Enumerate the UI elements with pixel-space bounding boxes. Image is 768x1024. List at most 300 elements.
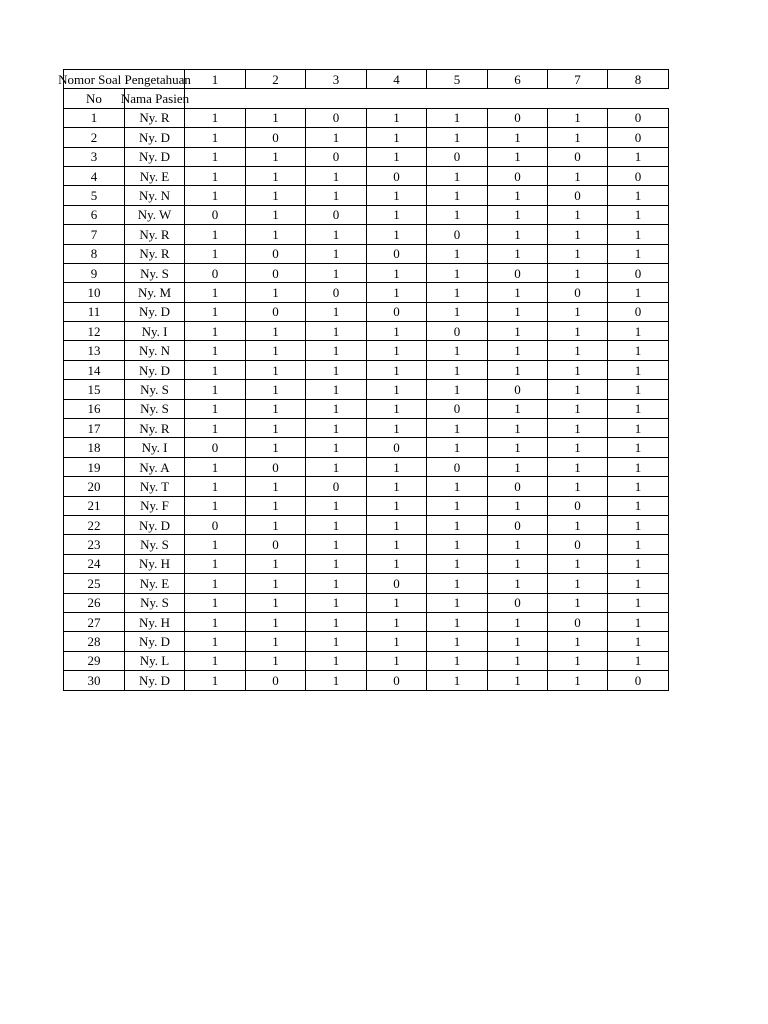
- patient-name-cell[interactable]: Ny. D: [125, 360, 185, 379]
- row-number-cell[interactable]: 6: [64, 205, 125, 224]
- score-cell-q8[interactable]: 1: [608, 651, 669, 670]
- score-cell-q2[interactable]: 1: [246, 438, 306, 457]
- score-cell-q6[interactable]: 0: [488, 477, 548, 496]
- score-cell-q8[interactable]: 1: [608, 554, 669, 573]
- score-cell-q1[interactable]: 0: [185, 205, 246, 224]
- score-cell-q4[interactable]: 1: [367, 205, 427, 224]
- score-cell-q5[interactable]: 1: [427, 632, 488, 651]
- score-cell-q4[interactable]: 1: [367, 263, 427, 282]
- row-number-cell[interactable]: 18: [64, 438, 125, 457]
- score-cell-q8[interactable]: 1: [608, 147, 669, 166]
- score-cell-q4[interactable]: 1: [367, 341, 427, 360]
- score-cell-q2[interactable]: 0: [246, 263, 306, 282]
- score-cell-q6[interactable]: 1: [488, 457, 548, 476]
- score-cell-q1[interactable]: 1: [185, 225, 246, 244]
- score-cell-q4[interactable]: 1: [367, 593, 427, 612]
- score-cell-q3[interactable]: 1: [306, 671, 367, 690]
- row-number-cell[interactable]: 24: [64, 554, 125, 573]
- score-cell-q8[interactable]: 1: [608, 632, 669, 651]
- patient-name-cell[interactable]: Ny. S: [125, 263, 185, 282]
- patient-name-cell[interactable]: Ny. A: [125, 457, 185, 476]
- score-cell-q2[interactable]: 1: [246, 283, 306, 302]
- question-number-cell[interactable]: [608, 70, 669, 89]
- score-cell-q5[interactable]: 0: [427, 457, 488, 476]
- score-cell-q3[interactable]: 1: [306, 322, 367, 341]
- score-cell-q2[interactable]: 1: [246, 612, 306, 631]
- score-cell-q8[interactable]: 0: [608, 166, 669, 185]
- score-cell-q8[interactable]: 1: [608, 515, 669, 534]
- row-number-cell[interactable]: 21: [64, 496, 125, 515]
- score-cell-q8[interactable]: 1: [608, 399, 669, 418]
- score-cell-q5[interactable]: 1: [427, 283, 488, 302]
- score-cell-q4[interactable]: 1: [367, 225, 427, 244]
- score-cell-q5[interactable]: 1: [427, 341, 488, 360]
- score-cell-q2[interactable]: 1: [246, 341, 306, 360]
- score-cell-q4[interactable]: 1: [367, 419, 427, 438]
- score-cell-q4[interactable]: 1: [367, 147, 427, 166]
- score-cell-q1[interactable]: 0: [185, 438, 246, 457]
- score-cell-q6[interactable]: 1: [488, 322, 548, 341]
- score-cell-q3[interactable]: 1: [306, 128, 367, 147]
- score-cell-q7[interactable]: 0: [548, 186, 608, 205]
- score-cell-q3[interactable]: 1: [306, 186, 367, 205]
- score-cell-q6[interactable]: 0: [488, 263, 548, 282]
- score-cell-q3[interactable]: 1: [306, 535, 367, 554]
- row-number-cell[interactable]: 16: [64, 399, 125, 418]
- score-cell-q6[interactable]: 1: [488, 205, 548, 224]
- score-cell-q7[interactable]: 1: [548, 360, 608, 379]
- score-cell-q6[interactable]: 1: [488, 283, 548, 302]
- score-cell-q3[interactable]: 1: [306, 438, 367, 457]
- score-cell-q5[interactable]: 1: [427, 128, 488, 147]
- patient-name-cell[interactable]: Ny. W: [125, 205, 185, 224]
- score-cell-q6[interactable]: 1: [488, 632, 548, 651]
- row-number-cell[interactable]: 26: [64, 593, 125, 612]
- score-cell-q1[interactable]: 1: [185, 535, 246, 554]
- score-cell-q7[interactable]: 1: [548, 632, 608, 651]
- score-cell-q5[interactable]: 1: [427, 515, 488, 534]
- score-cell-q8[interactable]: 1: [608, 477, 669, 496]
- score-cell-q6[interactable]: 1: [488, 535, 548, 554]
- score-cell-q8[interactable]: 0: [608, 263, 669, 282]
- question-number-cell[interactable]: [427, 70, 488, 89]
- score-cell-q2[interactable]: 1: [246, 554, 306, 573]
- patient-name-cell[interactable]: Ny. E: [125, 166, 185, 185]
- score-cell-q7[interactable]: 1: [548, 341, 608, 360]
- score-cell-q3[interactable]: 0: [306, 205, 367, 224]
- score-cell-q6[interactable]: 0: [488, 380, 548, 399]
- score-cell-q3[interactable]: 1: [306, 225, 367, 244]
- score-cell-q4[interactable]: 1: [367, 632, 427, 651]
- question-number-cell[interactable]: [548, 70, 608, 89]
- score-cell-q1[interactable]: 1: [185, 671, 246, 690]
- score-cell-q1[interactable]: 1: [185, 360, 246, 379]
- score-cell-q1[interactable]: 0: [185, 263, 246, 282]
- score-cell-q4[interactable]: 0: [367, 574, 427, 593]
- score-cell-q8[interactable]: 1: [608, 438, 669, 457]
- score-cell-q5[interactable]: 1: [427, 612, 488, 631]
- question-number-cell[interactable]: [367, 70, 427, 89]
- question-number-cell[interactable]: [246, 70, 306, 89]
- score-cell-q5[interactable]: 1: [427, 477, 488, 496]
- score-cell-q5[interactable]: 1: [427, 360, 488, 379]
- row-number-cell[interactable]: 3: [64, 147, 125, 166]
- score-cell-q7[interactable]: 1: [548, 554, 608, 573]
- score-cell-q3[interactable]: 1: [306, 399, 367, 418]
- score-cell-q2[interactable]: 1: [246, 651, 306, 670]
- patient-name-cell[interactable]: Ny. R: [125, 225, 185, 244]
- patient-name-cell[interactable]: Ny. H: [125, 554, 185, 573]
- score-cell-q4[interactable]: 1: [367, 322, 427, 341]
- score-cell-q1[interactable]: 1: [185, 341, 246, 360]
- score-cell-q6[interactable]: 1: [488, 225, 548, 244]
- score-cell-q7[interactable]: 1: [548, 108, 608, 127]
- score-cell-q1[interactable]: 1: [185, 283, 246, 302]
- row-number-cell[interactable]: 22: [64, 515, 125, 534]
- score-cell-q4[interactable]: 1: [367, 612, 427, 631]
- score-cell-q8[interactable]: 1: [608, 322, 669, 341]
- score-cell-q5[interactable]: 1: [427, 166, 488, 185]
- score-cell-q4[interactable]: 1: [367, 283, 427, 302]
- score-cell-q2[interactable]: 1: [246, 380, 306, 399]
- row-number-cell[interactable]: 27: [64, 612, 125, 631]
- score-cell-q1[interactable]: 1: [185, 380, 246, 399]
- score-cell-q6[interactable]: 0: [488, 515, 548, 534]
- row-number-cell[interactable]: 12: [64, 322, 125, 341]
- patient-name-cell[interactable]: Ny. L: [125, 651, 185, 670]
- score-cell-q3[interactable]: 1: [306, 496, 367, 515]
- score-cell-q7[interactable]: 0: [548, 283, 608, 302]
- row-number-cell[interactable]: 23: [64, 535, 125, 554]
- score-cell-q4[interactable]: 1: [367, 651, 427, 670]
- score-cell-q5[interactable]: 0: [427, 399, 488, 418]
- score-cell-q4[interactable]: 1: [367, 128, 427, 147]
- patient-name-cell[interactable]: Ny. R: [125, 419, 185, 438]
- score-cell-q4[interactable]: 1: [367, 477, 427, 496]
- score-cell-q8[interactable]: 1: [608, 244, 669, 263]
- score-cell-q4[interactable]: 1: [367, 360, 427, 379]
- score-cell-q6[interactable]: 1: [488, 419, 548, 438]
- row-number-cell[interactable]: 4: [64, 166, 125, 185]
- score-cell-q8[interactable]: 1: [608, 593, 669, 612]
- score-cell-q2[interactable]: 1: [246, 166, 306, 185]
- patient-name-cell[interactable]: Ny. S: [125, 380, 185, 399]
- score-cell-q2[interactable]: 1: [246, 360, 306, 379]
- score-cell-q1[interactable]: 0: [185, 515, 246, 534]
- score-cell-q6[interactable]: 0: [488, 108, 548, 127]
- score-cell-q1[interactable]: 1: [185, 147, 246, 166]
- score-cell-q7[interactable]: 1: [548, 671, 608, 690]
- patient-name-cell[interactable]: Ny. N: [125, 341, 185, 360]
- row-number-cell[interactable]: 20: [64, 477, 125, 496]
- score-cell-q8[interactable]: 0: [608, 302, 669, 321]
- score-cell-q7[interactable]: 1: [548, 399, 608, 418]
- patient-name-cell[interactable]: Ny. I: [125, 322, 185, 341]
- score-cell-q5[interactable]: 1: [427, 535, 488, 554]
- score-cell-q1[interactable]: 1: [185, 593, 246, 612]
- score-cell-q7[interactable]: 0: [548, 496, 608, 515]
- score-cell-q3[interactable]: 1: [306, 244, 367, 263]
- score-cell-q8[interactable]: 1: [608, 225, 669, 244]
- score-cell-q8[interactable]: 1: [608, 341, 669, 360]
- question-number-cell[interactable]: [185, 70, 246, 89]
- patient-name-cell[interactable]: Ny. D: [125, 671, 185, 690]
- patient-name-cell[interactable]: Ny. H: [125, 612, 185, 631]
- patient-name-cell[interactable]: Ny. E: [125, 574, 185, 593]
- score-cell-q8[interactable]: 1: [608, 612, 669, 631]
- row-number-cell[interactable]: 1: [64, 108, 125, 127]
- score-cell-q5[interactable]: 1: [427, 108, 488, 127]
- score-cell-q5[interactable]: 0: [427, 322, 488, 341]
- score-cell-q1[interactable]: 1: [185, 554, 246, 573]
- score-cell-q3[interactable]: 0: [306, 283, 367, 302]
- score-cell-q2[interactable]: 0: [246, 535, 306, 554]
- score-cell-q2[interactable]: 0: [246, 128, 306, 147]
- row-number-cell[interactable]: 25: [64, 574, 125, 593]
- score-cell-q4[interactable]: 0: [367, 244, 427, 263]
- score-cell-q8[interactable]: 1: [608, 360, 669, 379]
- score-cell-q8[interactable]: 1: [608, 419, 669, 438]
- score-cell-q5[interactable]: 1: [427, 496, 488, 515]
- score-cell-q7[interactable]: 1: [548, 457, 608, 476]
- score-cell-q2[interactable]: 1: [246, 574, 306, 593]
- score-cell-q3[interactable]: 1: [306, 612, 367, 631]
- row-number-cell[interactable]: 15: [64, 380, 125, 399]
- score-cell-q8[interactable]: 1: [608, 535, 669, 554]
- score-cell-q2[interactable]: 0: [246, 457, 306, 476]
- score-cell-q4[interactable]: 0: [367, 438, 427, 457]
- score-cell-q6[interactable]: 1: [488, 302, 548, 321]
- score-cell-q5[interactable]: 1: [427, 438, 488, 457]
- row-number-cell[interactable]: 28: [64, 632, 125, 651]
- score-cell-q2[interactable]: 1: [246, 632, 306, 651]
- row-number-cell[interactable]: 17: [64, 419, 125, 438]
- row-number-cell[interactable]: 5: [64, 186, 125, 205]
- score-cell-q7[interactable]: 1: [548, 128, 608, 147]
- score-cell-q4[interactable]: 1: [367, 554, 427, 573]
- score-cell-q1[interactable]: 1: [185, 322, 246, 341]
- score-cell-q3[interactable]: 1: [306, 360, 367, 379]
- score-cell-q6[interactable]: 0: [488, 166, 548, 185]
- patient-name-cell[interactable]: Ny. R: [125, 244, 185, 263]
- score-cell-q6[interactable]: 1: [488, 244, 548, 263]
- score-cell-q7[interactable]: 1: [548, 244, 608, 263]
- score-cell-q2[interactable]: 1: [246, 477, 306, 496]
- patient-name-cell[interactable]: Ny. D: [125, 632, 185, 651]
- score-cell-q7[interactable]: 0: [548, 535, 608, 554]
- score-cell-q7[interactable]: 1: [548, 593, 608, 612]
- question-number-cell[interactable]: [488, 70, 548, 89]
- score-cell-q3[interactable]: 1: [306, 515, 367, 534]
- score-cell-q8[interactable]: 0: [608, 128, 669, 147]
- score-cell-q7[interactable]: 1: [548, 263, 608, 282]
- score-cell-q7[interactable]: 1: [548, 419, 608, 438]
- score-cell-q7[interactable]: 1: [548, 205, 608, 224]
- score-cell-q2[interactable]: 1: [246, 186, 306, 205]
- score-cell-q3[interactable]: 1: [306, 457, 367, 476]
- score-cell-q7[interactable]: 1: [548, 515, 608, 534]
- score-cell-q3[interactable]: 1: [306, 574, 367, 593]
- score-cell-q5[interactable]: 1: [427, 671, 488, 690]
- score-cell-q7[interactable]: 1: [548, 302, 608, 321]
- row-number-cell[interactable]: 11: [64, 302, 125, 321]
- score-cell-q8[interactable]: 0: [608, 671, 669, 690]
- score-cell-q8[interactable]: 1: [608, 283, 669, 302]
- score-cell-q6[interactable]: 1: [488, 651, 548, 670]
- row-number-cell[interactable]: 8: [64, 244, 125, 263]
- score-cell-q5[interactable]: 1: [427, 186, 488, 205]
- score-cell-q2[interactable]: 1: [246, 399, 306, 418]
- score-cell-q7[interactable]: 1: [548, 322, 608, 341]
- patient-name-cell[interactable]: Ny. D: [125, 515, 185, 534]
- score-cell-q3[interactable]: 1: [306, 593, 367, 612]
- score-cell-q3[interactable]: 0: [306, 477, 367, 496]
- patient-name-cell[interactable]: Ny. D: [125, 147, 185, 166]
- score-cell-q8[interactable]: 0: [608, 108, 669, 127]
- score-cell-q7[interactable]: 1: [548, 574, 608, 593]
- score-cell-q4[interactable]: 0: [367, 166, 427, 185]
- score-cell-q1[interactable]: 1: [185, 186, 246, 205]
- patient-name-cell[interactable]: Ny. N: [125, 186, 185, 205]
- no-header-cell[interactable]: [64, 89, 125, 108]
- score-cell-q1[interactable]: 1: [185, 128, 246, 147]
- score-cell-q5[interactable]: 0: [427, 225, 488, 244]
- question-number-header-cell[interactable]: [58, 70, 191, 89]
- score-cell-q1[interactable]: 1: [185, 477, 246, 496]
- score-cell-q1[interactable]: 1: [185, 651, 246, 670]
- score-cell-q1[interactable]: 1: [185, 419, 246, 438]
- score-cell-q5[interactable]: 0: [427, 147, 488, 166]
- score-cell-q7[interactable]: 1: [548, 380, 608, 399]
- score-cell-q8[interactable]: 1: [608, 457, 669, 476]
- patient-name-cell[interactable]: Ny. S: [125, 593, 185, 612]
- score-cell-q3[interactable]: 1: [306, 341, 367, 360]
- score-cell-q6[interactable]: 1: [488, 128, 548, 147]
- score-cell-q1[interactable]: 1: [185, 457, 246, 476]
- patient-name-cell[interactable]: Ny. S: [125, 399, 185, 418]
- score-cell-q6[interactable]: 1: [488, 360, 548, 379]
- score-cell-q2[interactable]: 0: [246, 671, 306, 690]
- score-cell-q2[interactable]: 0: [246, 244, 306, 263]
- score-cell-q5[interactable]: 1: [427, 593, 488, 612]
- row-number-cell[interactable]: 29: [64, 651, 125, 670]
- row-number-cell[interactable]: 30: [64, 671, 125, 690]
- score-cell-q3[interactable]: 1: [306, 263, 367, 282]
- score-cell-q2[interactable]: 1: [246, 515, 306, 534]
- patient-name-cell[interactable]: Ny. D: [125, 302, 185, 321]
- score-cell-q1[interactable]: 1: [185, 108, 246, 127]
- score-cell-q7[interactable]: 1: [548, 477, 608, 496]
- score-cell-q7[interactable]: 0: [548, 147, 608, 166]
- score-cell-q1[interactable]: 1: [185, 632, 246, 651]
- score-cell-q5[interactable]: 1: [427, 380, 488, 399]
- score-cell-q1[interactable]: 1: [185, 612, 246, 631]
- score-cell-q2[interactable]: 1: [246, 322, 306, 341]
- score-cell-q3[interactable]: 1: [306, 419, 367, 438]
- score-cell-q6[interactable]: 1: [488, 186, 548, 205]
- score-cell-q1[interactable]: 1: [185, 574, 246, 593]
- score-cell-q1[interactable]: 1: [185, 496, 246, 515]
- patient-name-cell[interactable]: Ny. I: [125, 438, 185, 457]
- score-cell-q4[interactable]: 1: [367, 515, 427, 534]
- score-cell-q2[interactable]: 1: [246, 496, 306, 515]
- row-number-cell[interactable]: 7: [64, 225, 125, 244]
- patient-name-cell[interactable]: Ny. F: [125, 496, 185, 515]
- score-cell-q4[interactable]: 1: [367, 186, 427, 205]
- score-cell-q6[interactable]: 1: [488, 147, 548, 166]
- patient-name-cell[interactable]: Ny. M: [125, 283, 185, 302]
- score-cell-q5[interactable]: 1: [427, 651, 488, 670]
- score-cell-q4[interactable]: 1: [367, 108, 427, 127]
- score-cell-q3[interactable]: 0: [306, 108, 367, 127]
- question-number-cell[interactable]: [306, 70, 367, 89]
- score-cell-q8[interactable]: 1: [608, 496, 669, 515]
- row-number-cell[interactable]: 19: [64, 457, 125, 476]
- score-cell-q5[interactable]: 1: [427, 263, 488, 282]
- score-cell-q3[interactable]: 1: [306, 554, 367, 573]
- score-cell-q6[interactable]: 1: [488, 554, 548, 573]
- row-number-cell[interactable]: 10: [64, 283, 125, 302]
- score-cell-q3[interactable]: 0: [306, 147, 367, 166]
- score-cell-q6[interactable]: 1: [488, 612, 548, 631]
- score-cell-q5[interactable]: 1: [427, 244, 488, 263]
- score-cell-q6[interactable]: 1: [488, 438, 548, 457]
- score-cell-q1[interactable]: 1: [185, 399, 246, 418]
- score-cell-q3[interactable]: 1: [306, 380, 367, 399]
- score-cell-q3[interactable]: 1: [306, 302, 367, 321]
- score-cell-q2[interactable]: 1: [246, 225, 306, 244]
- score-cell-q8[interactable]: 1: [608, 574, 669, 593]
- score-cell-q4[interactable]: 0: [367, 671, 427, 690]
- name-header-cell[interactable]: [120, 89, 190, 108]
- empty-header-cell[interactable]: [185, 89, 669, 108]
- score-cell-q7[interactable]: 0: [548, 612, 608, 631]
- score-cell-q3[interactable]: 1: [306, 632, 367, 651]
- score-cell-q7[interactable]: 1: [548, 438, 608, 457]
- score-cell-q4[interactable]: 1: [367, 380, 427, 399]
- score-cell-q7[interactable]: 1: [548, 225, 608, 244]
- score-cell-q4[interactable]: 1: [367, 496, 427, 515]
- score-cell-q3[interactable]: 1: [306, 651, 367, 670]
- score-cell-q1[interactable]: 1: [185, 166, 246, 185]
- patient-name-cell[interactable]: Ny. R: [125, 108, 185, 127]
- score-cell-q5[interactable]: 1: [427, 554, 488, 573]
- score-cell-q7[interactable]: 1: [548, 651, 608, 670]
- score-cell-q2[interactable]: 1: [246, 205, 306, 224]
- score-cell-q4[interactable]: 1: [367, 535, 427, 554]
- score-cell-q6[interactable]: 1: [488, 671, 548, 690]
- patient-name-cell[interactable]: Ny. S: [125, 535, 185, 554]
- row-number-cell[interactable]: 2: [64, 128, 125, 147]
- score-cell-q8[interactable]: 1: [608, 205, 669, 224]
- score-cell-q6[interactable]: 0: [488, 593, 548, 612]
- score-cell-q5[interactable]: 1: [427, 574, 488, 593]
- score-cell-q2[interactable]: 1: [246, 419, 306, 438]
- score-cell-q4[interactable]: 1: [367, 457, 427, 476]
- score-cell-q8[interactable]: 1: [608, 380, 669, 399]
- score-cell-q6[interactable]: 1: [488, 399, 548, 418]
- row-number-cell[interactable]: 14: [64, 360, 125, 379]
- score-cell-q5[interactable]: 1: [427, 419, 488, 438]
- score-cell-q7[interactable]: 1: [548, 166, 608, 185]
- score-cell-q4[interactable]: 1: [367, 399, 427, 418]
- score-cell-q2[interactable]: 1: [246, 108, 306, 127]
- score-cell-q2[interactable]: 1: [246, 593, 306, 612]
- score-cell-q5[interactable]: 1: [427, 302, 488, 321]
- score-cell-q6[interactable]: 1: [488, 574, 548, 593]
- score-cell-q2[interactable]: 1: [246, 147, 306, 166]
- row-number-cell[interactable]: 9: [64, 263, 125, 282]
